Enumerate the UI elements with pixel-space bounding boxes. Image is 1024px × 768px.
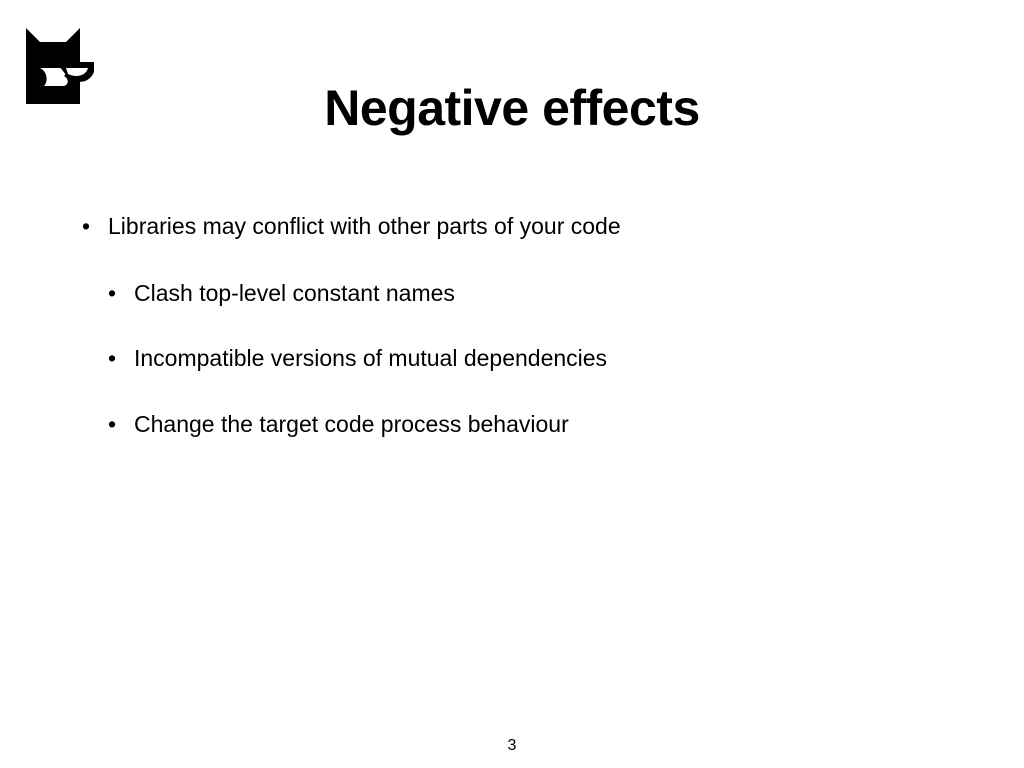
bullet-glyph: • (108, 411, 117, 437)
page-number: 3 (507, 737, 517, 754)
bullet-text: Change the target code process behaviour (134, 411, 569, 437)
sub-bullet-item (108, 409, 569, 439)
bullet-glyph: • (108, 280, 117, 306)
bullet-text: Incompatible versions of mutual dependencies (134, 345, 608, 371)
slide-title: Negative effects (324, 80, 700, 136)
sub-bullet-item (108, 278, 455, 308)
bullet-text: Libraries may conflict with other parts of your code (108, 213, 621, 239)
sub-bullet-item (108, 343, 607, 373)
bullet-glyph: • (82, 213, 91, 239)
bullet-item (82, 211, 621, 241)
bullet-glyph: • (108, 345, 117, 371)
bullet-text: Clash top-level constant names (134, 280, 455, 306)
